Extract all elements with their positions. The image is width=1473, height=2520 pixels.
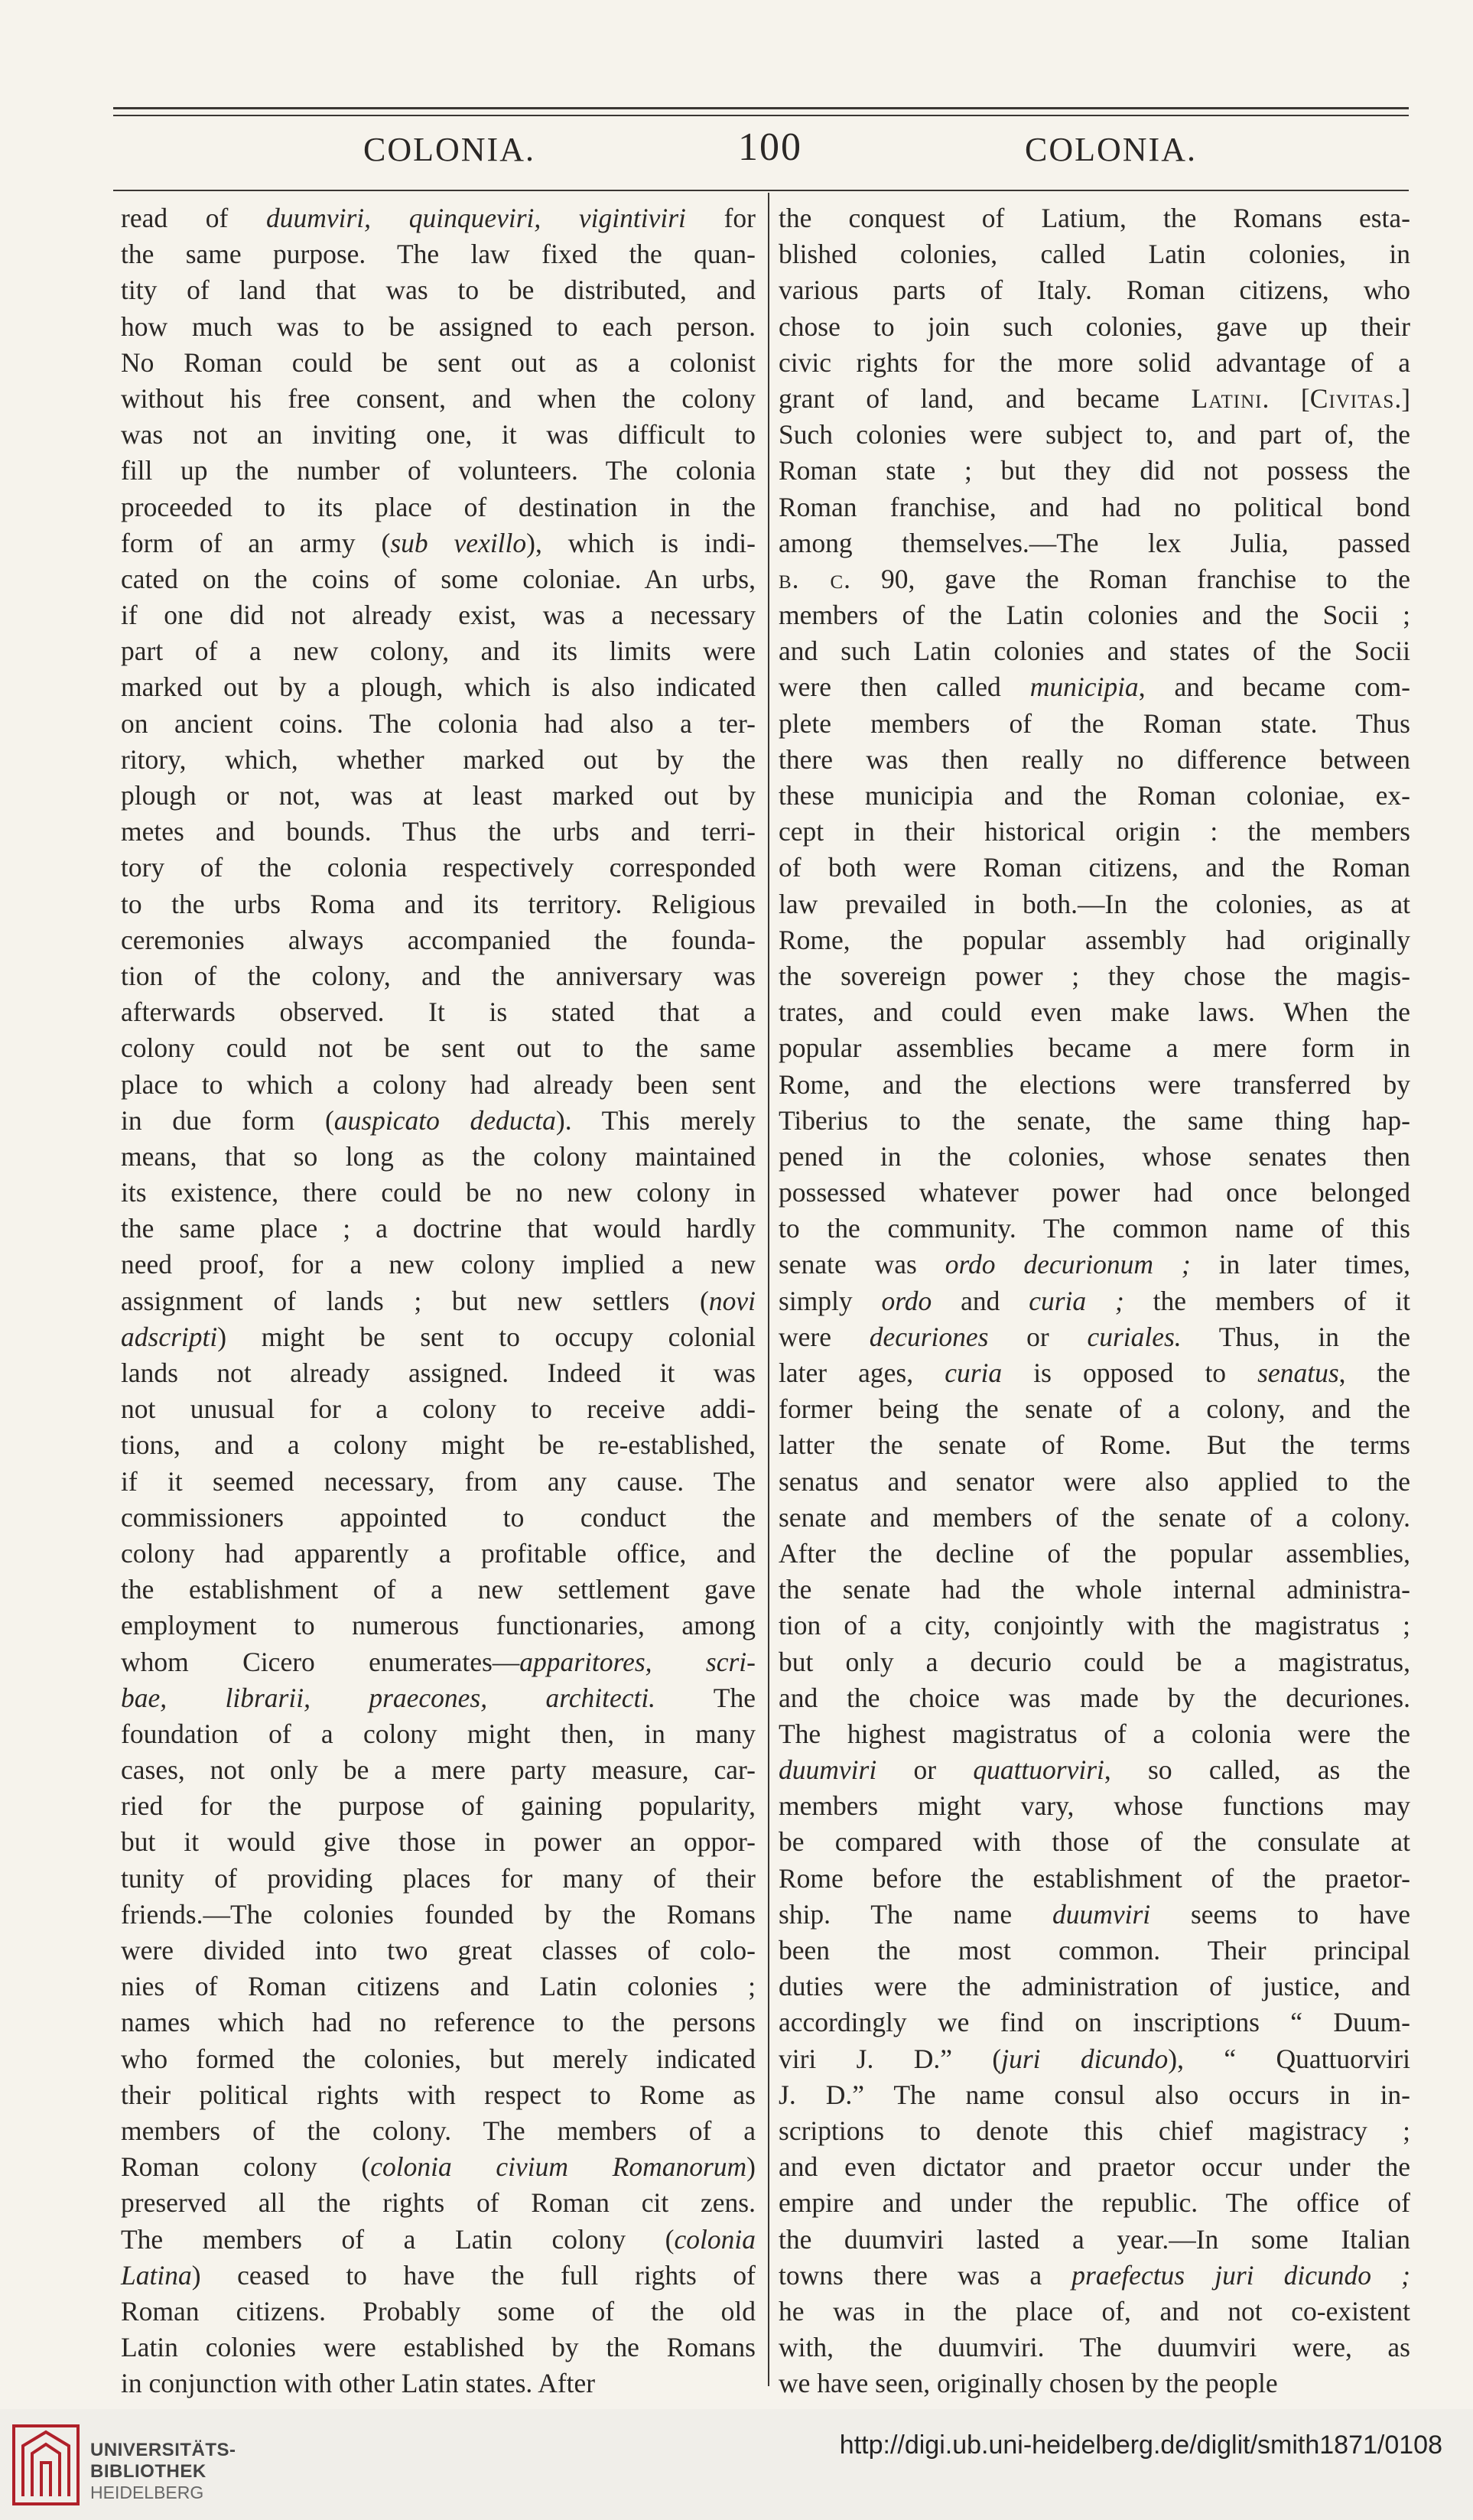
text-line: ceremonies always accompanied the founda-: [121, 924, 756, 955]
text-line: tion of a city, conjointly with the magistratus ;: [779, 1610, 1410, 1641]
running-head-left: COLONIA.: [363, 131, 535, 168]
text-line: commissioners appointed to conduct the: [121, 1501, 756, 1533]
text-line: metes and bounds. Thus the urbs and terri-: [121, 816, 756, 847]
text-line: members might vary, whose functions may: [779, 1790, 1410, 1822]
text-line: senatus and senator were also applied to the: [779, 1465, 1410, 1497]
text-line: in conjunction with other Latin states. After: [121, 2368, 596, 2399]
library-name-line-3: HEIDELBERG: [90, 2483, 204, 2502]
top-double-rule-lower: [113, 115, 1409, 116]
text-line: trates, and could even make laws. When the: [779, 997, 1410, 1028]
text-line: Roman colony (colonia civium Romanorum): [121, 2151, 756, 2183]
text-line: plete members of the Roman state. Thus: [779, 707, 1410, 739]
text-line: fill up the number of volunteers. The colonia: [121, 455, 756, 486]
text-line: The highest magistratus of a colonia were the: [779, 1718, 1410, 1749]
text-line: proceeded to its place of destination in the: [121, 491, 756, 522]
text-line: J. D.” The name consul also occurs in in-: [779, 2079, 1410, 2110]
text-line: Roman state ; but they did not possess the: [779, 455, 1410, 486]
text-line: No Roman could be sent out as a colonist: [121, 346, 756, 378]
text-line: colony had apparently a profitable office, and: [121, 1537, 756, 1569]
text-line: scriptions to denote this chief magistracy ;: [779, 2115, 1410, 2146]
text-line: been the most common. Their principal: [779, 1935, 1410, 1966]
text-line: the conquest of Latium, the Romans esta-: [779, 203, 1410, 233]
text-line: Latina) ceased to have the full rights of: [121, 2259, 756, 2291]
text-line: in due form (auspicato deducta). This merely: [121, 1104, 756, 1136]
text-line: Roman franchise, and had no political bond: [779, 491, 1410, 522]
text-line: these municipia and the Roman coloniae, ex-: [779, 780, 1410, 811]
text-line: he was in the place of, and not co-existent: [779, 2295, 1410, 2327]
text-line: later ages, curia is opposed to senatus, the: [779, 1358, 1410, 1388]
text-line: empire and under the republic. The office of: [779, 2187, 1410, 2219]
text-line: need proof, for a new colony implied a new: [121, 1249, 756, 1280]
text-line: without his free consent, and when the colony: [121, 382, 756, 414]
text-line: senate and members of the senate of a colony.: [779, 1501, 1410, 1533]
text-line: tunity of providing places for many of their: [121, 1862, 756, 1894]
text-line: Latin colonies were established by the Romans: [121, 2332, 756, 2363]
text-line: but it would give those in power an oppor-: [121, 1826, 756, 1858]
text-line: and such Latin colonies and states of the Socii: [779, 636, 1410, 667]
text-line: were then called municipia, and became com-: [779, 671, 1411, 703]
text-line: the senate had the whole internal administra-: [779, 1574, 1410, 1605]
text-line: After the decline of the popular assemblies,: [779, 1537, 1410, 1569]
text-line: friends.—The colonies founded by the Romans: [121, 1898, 756, 1930]
text-line: form of an army (sub vexillo), which is indi-: [121, 527, 756, 558]
text-line: b. c. 90, gave the Roman franchise to the: [779, 563, 1410, 594]
text-line: law prevailed in both.—In the colonies, as at: [779, 888, 1410, 919]
text-line: tity of land that was to be distributed, and: [121, 275, 756, 306]
text-line: bae, librarii, praecones, architecti. The: [121, 1682, 756, 1713]
text-line: Rome, and the elections were transferred by: [779, 1068, 1410, 1100]
text-line: duumviri or quattuorviri, so called, as the: [779, 1754, 1410, 1786]
text-line: of both were Roman citizens, and the Roman: [779, 852, 1410, 883]
text-line: lands not already assigned. Indeed it was: [121, 1358, 756, 1388]
university-library-logo-icon: [11, 2423, 81, 2507]
left-text-column: [121, 200, 756, 2401]
text-line: ship. The name duumviri seems to have: [779, 1898, 1410, 1930]
text-line: civic rights for the more solid advantage of a: [779, 346, 1410, 378]
text-line: various parts of Italy. Roman citizens, who: [779, 275, 1410, 306]
text-line: possessed whatever power had once belonged: [779, 1177, 1410, 1208]
text-line: pened in the colonies, whose senates then: [779, 1140, 1410, 1172]
text-line: cated on the coins of some coloniae. An urbs,: [121, 563, 756, 594]
text-line: former being the senate of a colony, and the: [779, 1393, 1410, 1425]
text-line: senate was ordo decurionum ; in later times,: [779, 1249, 1410, 1280]
header-rule: [113, 190, 1409, 191]
text-line: employment to numerous functionaries, among: [121, 1610, 756, 1641]
running-head-right: COLONIA.: [1025, 131, 1197, 168]
text-line: not unusual for a colony to receive addi-: [121, 1393, 756, 1425]
text-line: cept in their historical origin : the members: [779, 816, 1410, 847]
text-line: ritory, which, whether marked out by the: [121, 743, 756, 775]
text-line: whom Cicero enumerates—apparitores, scri-: [121, 1646, 756, 1677]
text-line: read of duumviri, quinqueviri, vigintiviri for: [121, 203, 756, 233]
text-line: and even dictator and praetor occur under the: [779, 2151, 1410, 2183]
text-line: its existence, there could be no new colony in: [121, 1177, 756, 1208]
text-line: part of a new colony, and its limits were: [121, 636, 756, 667]
text-line: adscripti) might be sent to occupy colonial: [121, 1321, 756, 1352]
text-line: Roman citizens. Probably some of the old: [121, 2295, 756, 2327]
text-line: on ancient coins. The colonia had also a ter-: [121, 707, 756, 739]
text-line: afterwards observed. It is stated that a: [121, 997, 756, 1028]
text-line: the same purpose. The law fixed the quan-: [121, 239, 756, 270]
column-divider: [768, 193, 769, 2386]
text-line: the establishment of a new settlement gave: [121, 1574, 756, 1605]
text-line: names which had no reference to the persons: [121, 2007, 756, 2038]
text-line: The members of a Latin colony (colonia: [121, 2223, 756, 2255]
text-line: place to which a colony had already been sent: [121, 1068, 756, 1100]
text-line: members of the colony. The members of a: [121, 2115, 756, 2146]
text-line: to the community. The common name of this: [779, 1213, 1410, 1244]
text-line: popular assemblies became a mere form in: [779, 1032, 1410, 1064]
text-line: foundation of a colony might then, in many: [121, 1718, 756, 1749]
text-line: their political rights with respect to Rome as: [121, 2079, 756, 2110]
text-line: marked out by a plough, which is also indicated: [121, 671, 756, 703]
text-line: plough or not, was at least marked out by: [121, 780, 756, 811]
text-line: latter the senate of Rome. But the terms: [779, 1429, 1410, 1461]
text-line: but only a decurio could be a magistratus,: [779, 1646, 1410, 1677]
text-line: were decuriones or curiales. Thus, in the: [779, 1321, 1411, 1352]
text-line: Rome, the popular assembly had originally: [779, 924, 1410, 955]
text-line: ried for the purpose of gaining popularity,: [121, 1790, 756, 1822]
text-line: blished colonies, called Latin colonies, in: [779, 239, 1410, 270]
text-line: if it seemed necessary, from any cause. The: [121, 1465, 756, 1497]
text-line: was not an inviting one, it was difficult to: [121, 419, 756, 450]
text-line: towns there was a praefectus juri dicundo ;: [779, 2259, 1410, 2291]
text-line: simply ordo and curia ; the members of it: [779, 1285, 1410, 1316]
library-name-line-1: UNIVERSITÄTS-: [90, 2440, 236, 2460]
text-line: means, that so long as the colony maintained: [121, 1140, 756, 1172]
text-line: chose to join such colonies, gave up their: [779, 311, 1410, 342]
source-url-link[interactable]: http://digi.ub.uni-heidelberg.de/diglit/smith1871/0108: [839, 2431, 1442, 2460]
text-line: how much was to be assigned to each person.: [121, 311, 756, 342]
text-line: the same place ; a doctrine that would hardly: [121, 1213, 756, 1244]
text-line: Rome before the establishment of the praetor-: [779, 1862, 1410, 1894]
text-line: Such colonies were subject to, and part of, the: [779, 419, 1410, 450]
text-line: assignment of lands ; but new settlers (novi: [121, 1285, 756, 1316]
text-line: tions, and a colony might be re-established,: [121, 1429, 756, 1461]
text-line: we have seen, originally chosen by the people: [779, 2368, 1278, 2399]
text-line: preserved all the rights of Roman cit zens.: [121, 2187, 756, 2219]
text-line: the sovereign power ; they chose the magis-: [779, 960, 1410, 991]
text-line: among themselves.—The lex Julia, passed: [779, 527, 1410, 558]
text-line: there was then really no difference between: [779, 743, 1410, 775]
text-line: and the choice was made by the decuriones.: [779, 1682, 1410, 1713]
text-line: Tiberius to the senate, the same thing hap-: [779, 1104, 1410, 1136]
right-text-column: [779, 200, 1410, 2401]
page-number: 100: [738, 125, 802, 169]
text-line: tory of the colonia respectively corresponded: [121, 852, 756, 883]
text-line: grant of land, and became Latini. [Civitas.]: [779, 382, 1411, 414]
text-line: duties were the administration of justice, and: [779, 1971, 1410, 2002]
text-line: the duumviri lasted a year.—In some Italian: [779, 2223, 1410, 2255]
text-line: nies of Roman citizens and Latin colonies ;: [121, 1971, 756, 2002]
text-line: viri J. D.” (juri dicundo), “ Quattuorviri: [779, 2043, 1410, 2074]
text-line: members of the Latin colonies and the Socii ;: [779, 600, 1410, 631]
text-line: if one did not already exist, was a necessary: [121, 600, 756, 631]
text-line: who formed the colonies, but merely indicated: [121, 2043, 756, 2074]
text-line: accordingly we find on inscriptions “ Duum-: [779, 2007, 1410, 2038]
text-line: with, the duumviri. The duumviri were, as: [779, 2332, 1410, 2363]
library-name-line-2: BIBLIOTHEK: [90, 2461, 206, 2482]
text-line: were divided into two great classes of colo-: [121, 1935, 756, 1966]
text-line: colony could not be sent out to the same: [121, 1032, 756, 1064]
text-line: be compared with those of the consulate at: [779, 1826, 1410, 1858]
text-line: tion of the colony, and the anniversary was: [121, 960, 756, 991]
text-line: to the urbs Roma and its territory. Religious: [121, 888, 756, 919]
text-line: cases, not only be a mere party measure, car-: [121, 1754, 756, 1786]
footer-bar: [0, 2409, 1473, 2520]
top-double-rule: [113, 107, 1409, 109]
